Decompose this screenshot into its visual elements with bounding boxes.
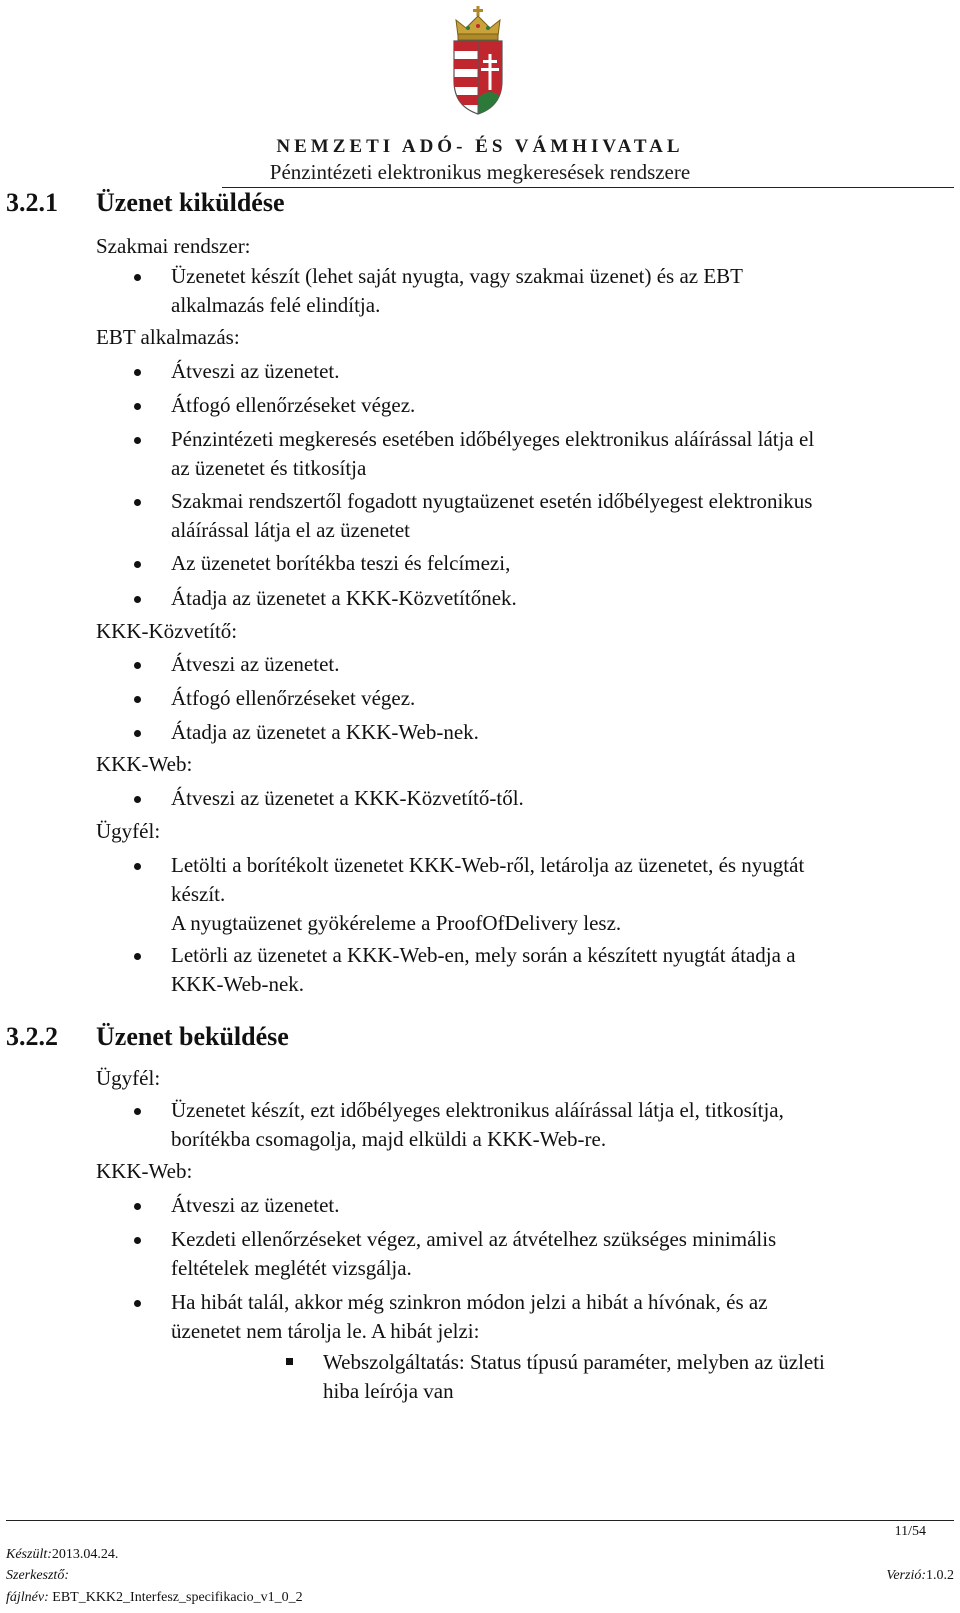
hungarian-coat-of-arms-icon (450, 6, 506, 116)
page-number: 11/54 (894, 1524, 926, 1539)
bullet-icon (134, 796, 141, 803)
header-divider (222, 187, 954, 188)
square-bullet-icon (286, 1358, 293, 1365)
editor-label: Szerkesztő: (6, 1568, 69, 1583)
section-heading (6, 1022, 289, 1052)
role-label: KKK-Web: (96, 1159, 193, 1183)
file-name: fájlnév: EBT_KKK2_Interfesz_specifikacio_v1_0_2 (6, 1590, 303, 1605)
role-label: Szakmai rendszer: (96, 234, 251, 258)
section-title: Üzenet beküldése (96, 1022, 289, 1051)
bullet-icon (134, 1203, 141, 1210)
bullet-icon (134, 437, 141, 444)
role-label: Ügyfél: (96, 1066, 161, 1090)
footer-divider (6, 1520, 954, 1521)
role-label: Ügyfél: (96, 819, 161, 843)
bullet-icon (134, 1108, 141, 1115)
bullet-icon (134, 1237, 141, 1244)
bullet-icon (134, 863, 141, 870)
section-number: 3.2.1 (6, 188, 58, 217)
bullet-icon (134, 596, 141, 603)
role-label: KKK-Web: (96, 752, 193, 776)
bullet-icon (134, 1300, 141, 1307)
bullet-icon (134, 696, 141, 703)
role-label: KKK-Közvetítő: (96, 619, 238, 643)
section-number: 3.2.2 (6, 1022, 58, 1051)
created-date: Készült:2013.04.24. (6, 1547, 119, 1562)
agency-name: NEMZETI ADÓ- ÉS VÁMHIVATAL (276, 136, 684, 157)
system-name: Pénzintézeti elektronikus megkeresések rendszere (269, 160, 691, 184)
bullet-icon (134, 561, 141, 568)
bullet-icon (134, 274, 141, 281)
bullet-icon (134, 730, 141, 737)
section-heading (6, 188, 285, 218)
bullet-icon (134, 953, 141, 960)
bullet-icon (134, 403, 141, 410)
bullet-icon (134, 499, 141, 506)
role-label: EBT alkalmazás: (96, 325, 240, 349)
bullet-icon (134, 662, 141, 669)
version-info: Verzió:1.0.2 (886, 1568, 954, 1583)
bullet-icon (134, 369, 141, 376)
section-title: Üzenet kiküldése (96, 188, 285, 217)
